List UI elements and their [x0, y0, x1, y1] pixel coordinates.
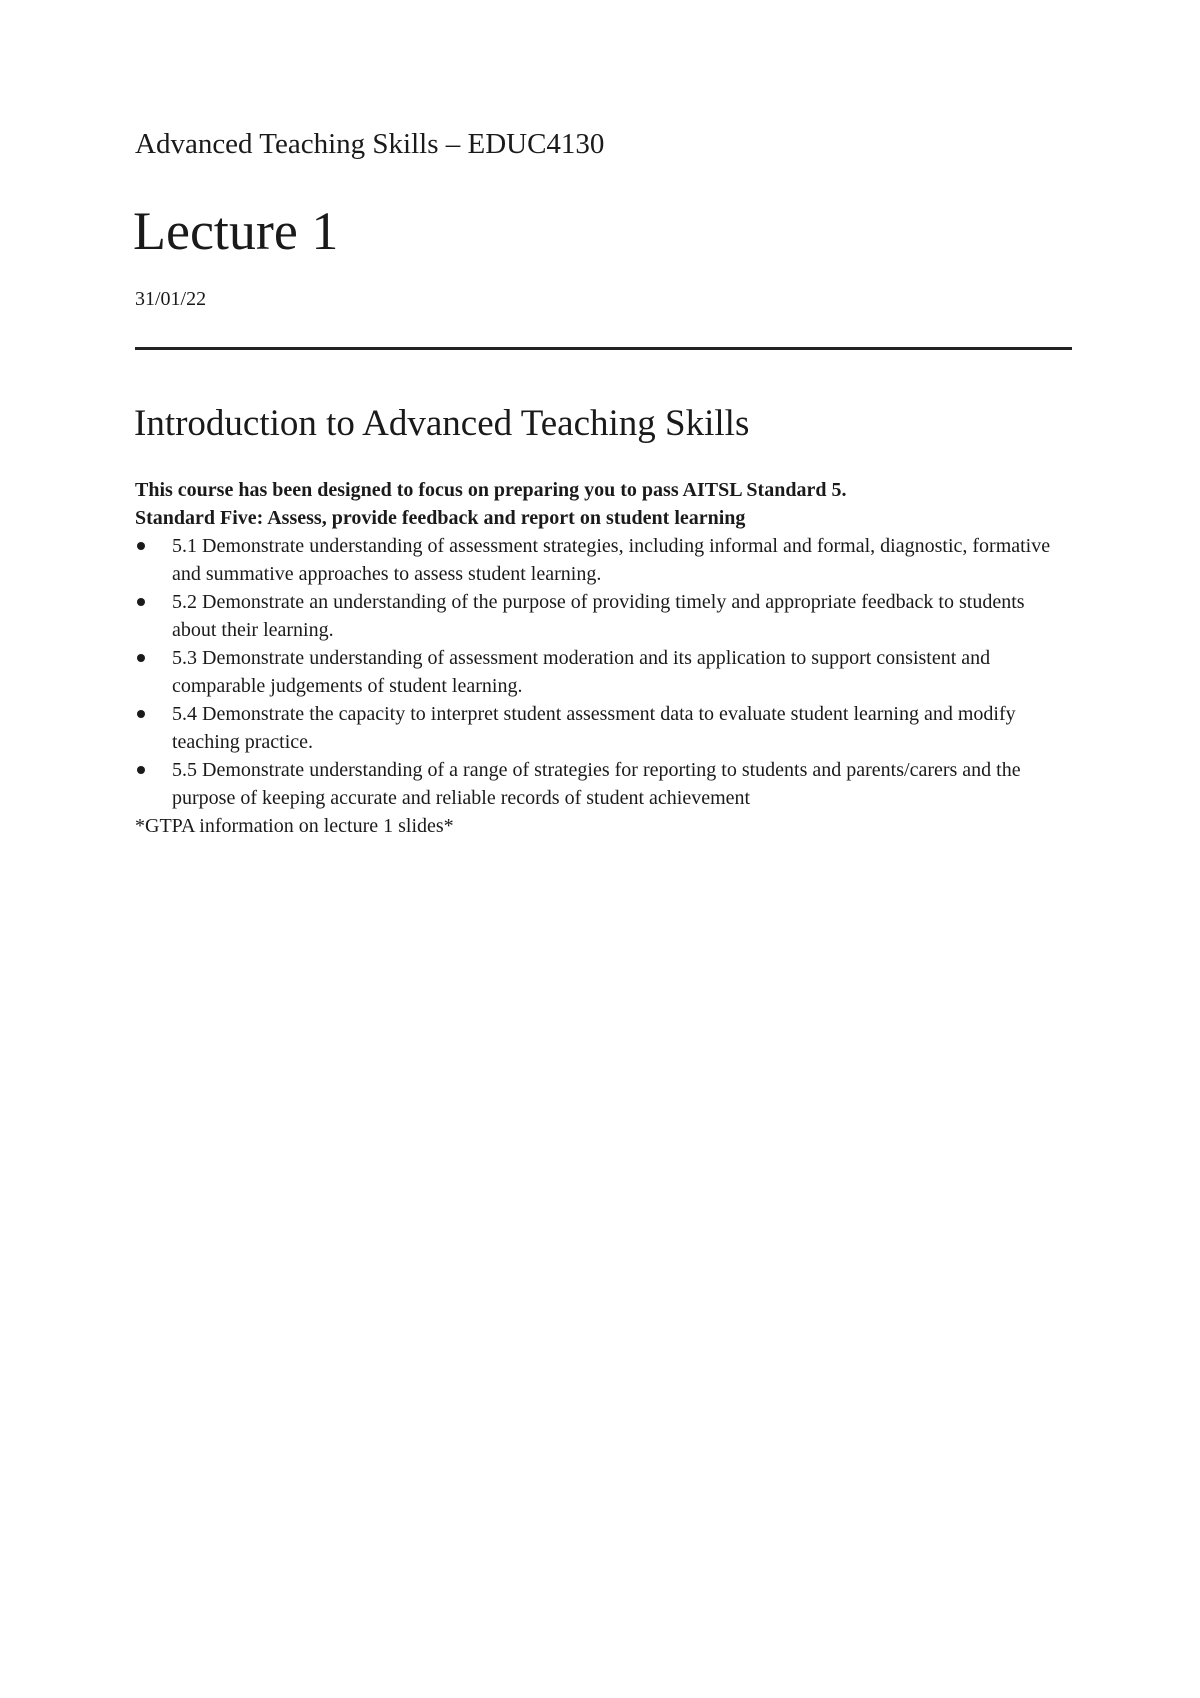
bullet-icon	[137, 710, 145, 718]
bullet-icon	[137, 654, 145, 662]
lecture-title: Lecture 1	[133, 201, 339, 261]
standards-list	[135, 532, 1065, 812]
course-focus-statement: This course has been designed to focus on preparing you to pass AITSL Standard 5.	[135, 479, 847, 501]
list-item-text: 5.1 Demonstrate understanding of assessment strategies, including informal and formal, diagnostic, formative and summative approaches to assess student learning.	[172, 535, 1051, 585]
list-item	[135, 700, 1065, 756]
standard-five-heading: Standard Five: Assess, provide feedback and report on student learning	[135, 507, 746, 529]
bullet-icon	[137, 598, 145, 606]
lecture-date: 31/01/22	[135, 288, 207, 310]
list-item	[135, 532, 1065, 588]
course-title: Advanced Teaching Skills – EDUC4130	[135, 128, 605, 160]
list-item-text: 5.3 Demonstrate understanding of assessment moderation and its application to support consistent and comparable judgements of student learning.	[172, 647, 991, 697]
footnote: *GTPA information on lecture 1 slides*	[135, 815, 454, 837]
list-item-text: 5.5 Demonstrate understanding of a range of strategies for reporting to students and parents/carers and the purpose of keeping accurate and reliable records of student achievement	[172, 759, 1021, 809]
list-item-text: 5.2 Demonstrate an understanding of the purpose of providing timely and appropriate feedback to students about their learning.	[172, 591, 1025, 641]
list-item	[135, 588, 1065, 644]
section-heading: Introduction to Advanced Teaching Skills	[134, 403, 750, 444]
bullet-icon	[137, 766, 145, 774]
horizontal-divider	[135, 347, 1072, 350]
list-item	[135, 756, 1065, 812]
section-body	[135, 476, 1065, 840]
bullet-icon	[137, 542, 145, 550]
list-item-text: 5.4 Demonstrate the capacity to interpret student assessment data to evaluate student learning and modify teaching practice.	[172, 703, 1016, 753]
list-item	[135, 644, 1065, 700]
